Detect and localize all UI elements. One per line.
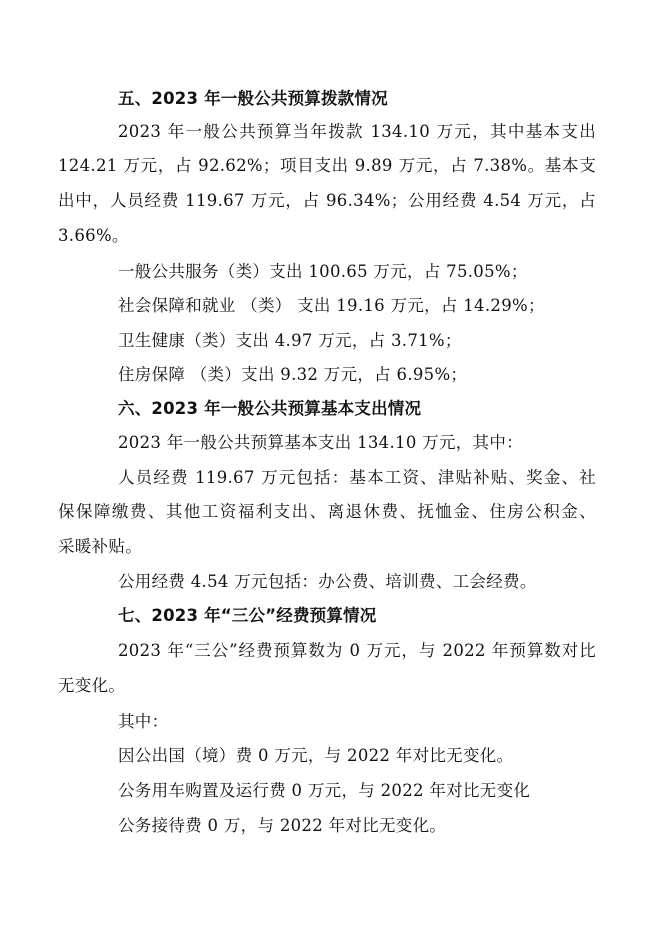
section6-personnel-line-1: 人员经费 119.67 万元包括：基本工资、津贴补贴、奖金、社 bbox=[118, 468, 596, 487]
section7-item-3: 公务接待费 0 万，与 2022 年对比无变化。 bbox=[118, 816, 447, 835]
section5-item-2: 社会保障和就业 （类） 支出 19.16 万元，占 14.29%； bbox=[118, 296, 545, 315]
section6-heading: 六、2023 年一般公共预算基本支出情况 bbox=[118, 399, 422, 418]
section5-item-3: 卫生健康（类）支出 4.97 万元，占 3.71%； bbox=[118, 331, 462, 350]
section7-para-line-2: 无变化。 bbox=[58, 676, 126, 695]
section6-personnel-line-3: 采暖补贴。 bbox=[58, 537, 142, 556]
section7-para-line-1: 2023 年“三公”经费预算数为 0 万元，与 2022 年预算数对比 bbox=[118, 641, 596, 660]
section5-item-4: 住房保障 （类）支出 9.32 万元，占 6.95%； bbox=[118, 365, 468, 384]
section6-intro: 2023 年一般公共预算基本支出 134.10 万元，其中： bbox=[118, 433, 523, 452]
section5-item-1: 一般公共服务（类）支出 100.65 万元，占 75.05%； bbox=[118, 262, 528, 281]
section7-among: 其中： bbox=[118, 712, 169, 731]
section7-item-2: 公务用车购置及运行费 0 万元，与 2022 年对比无变化 bbox=[118, 781, 531, 800]
section6-personnel-line-2: 保保障缴费、其他工资福利支出、离退休费、抚恤金、住房公积金、 bbox=[58, 502, 596, 521]
section5-para-line-4: 3.66%。 bbox=[58, 226, 129, 245]
section5-para-line-3: 出中，人员经费 119.67 万元，占 96.34%；公用经费 4.54 万元，占 bbox=[58, 191, 596, 210]
section5-heading: 五、2023 年一般公共预算拨款情况 bbox=[118, 89, 388, 108]
section7-item-1: 因公出国（境）费 0 万元，与 2022 年对比无变化。 bbox=[118, 746, 514, 765]
section7-heading: 七、2023 年“三公”经费预算情况 bbox=[118, 606, 377, 625]
section5-para-line-2: 124.21 万元，占 92.62%；项目支出 9.89 万元，占 7.38%。基本支 bbox=[58, 156, 596, 175]
section6-public: 公用经费 4.54 万元包括：办公费、培训费、工会经费。 bbox=[118, 572, 537, 591]
section5-para-line-1: 2023 年一般公共预算当年拨款 134.10 万元，其中基本支出 bbox=[118, 122, 596, 141]
